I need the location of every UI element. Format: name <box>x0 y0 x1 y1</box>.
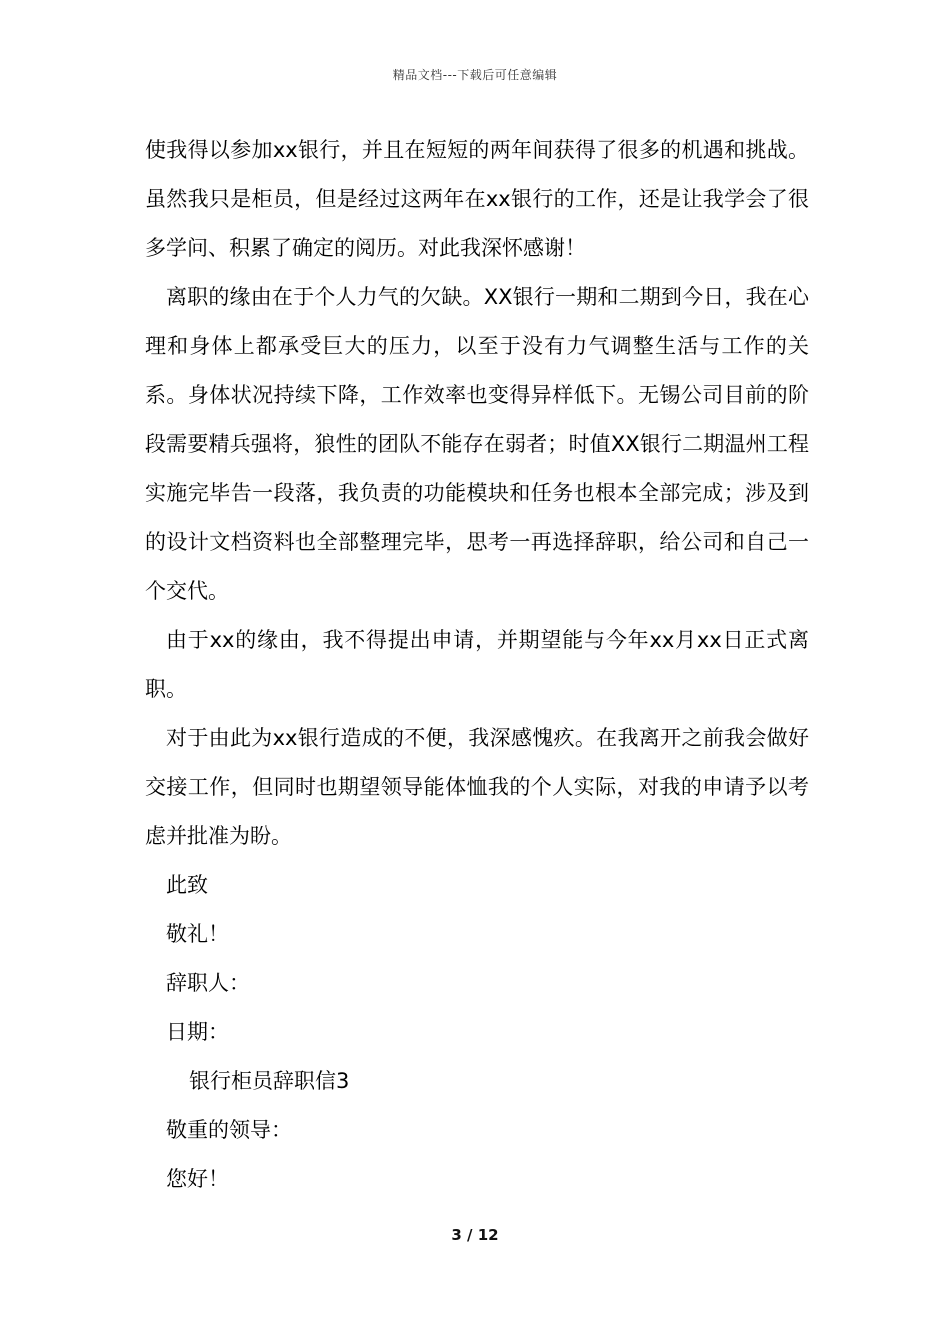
page-header: 精品文档---下载后可任意编辑 <box>392 68 558 82</box>
paragraph-reason: 离职的缘由在于个人力气的欠缺。XX银行一期和二期到今日，我在心理和身体上都承受巨大的压力，以至于没有力气调整生活与工作的关系。身体状况持续下降，工作效率也变得异样低下。无锡公司目前的阶段需要精兵强将，狼性的团队不能存在弱者；时值XX银行二期温州工程实施完毕告一段落，我负责的功能模块和任务也根本全部完成；涉及到的设计文档资料也全部整理完毕，思考一再选择辞职，给公司和自己一个交代。 <box>145 285 809 603</box>
letter-greeting: 敬重的领导： <box>166 1118 292 1142</box>
letter-hello: 您好！ <box>166 1167 229 1191</box>
paragraph-gratitude: 使我得以参加xx银行，并且在短短的两年间获得了很多的机遇和挑战。虽然我只是柜员，但是经过这两年在xx银行的工作，还是让我学会了很多学问、积累了确定的阅历。对此我深怀感谢！ <box>145 138 809 260</box>
closing-salutation: 此致 <box>166 873 208 897</box>
paragraph-apology: 对于由此为xx银行造成的不便，我深感愧疚。在我离开之前我会做好交接工作，但同时也期望领导能体恤我的个人实际，对我的申请予以考虑并批准为盼。 <box>145 726 809 848</box>
resigner-label: 辞职人： <box>166 971 250 995</box>
page-number: 3 / 12 <box>451 1226 499 1244</box>
letter-title: 银行柜员辞职信3 <box>189 1069 350 1093</box>
closing-regards: 敬礼！ <box>166 922 229 946</box>
document-body <box>145 126 809 1204</box>
date-label: 日期： <box>166 1020 229 1044</box>
paragraph-request: 由于xx的缘由，我不得提出申请，并期望能与今年xx月xx日正式离职。 <box>145 628 809 701</box>
